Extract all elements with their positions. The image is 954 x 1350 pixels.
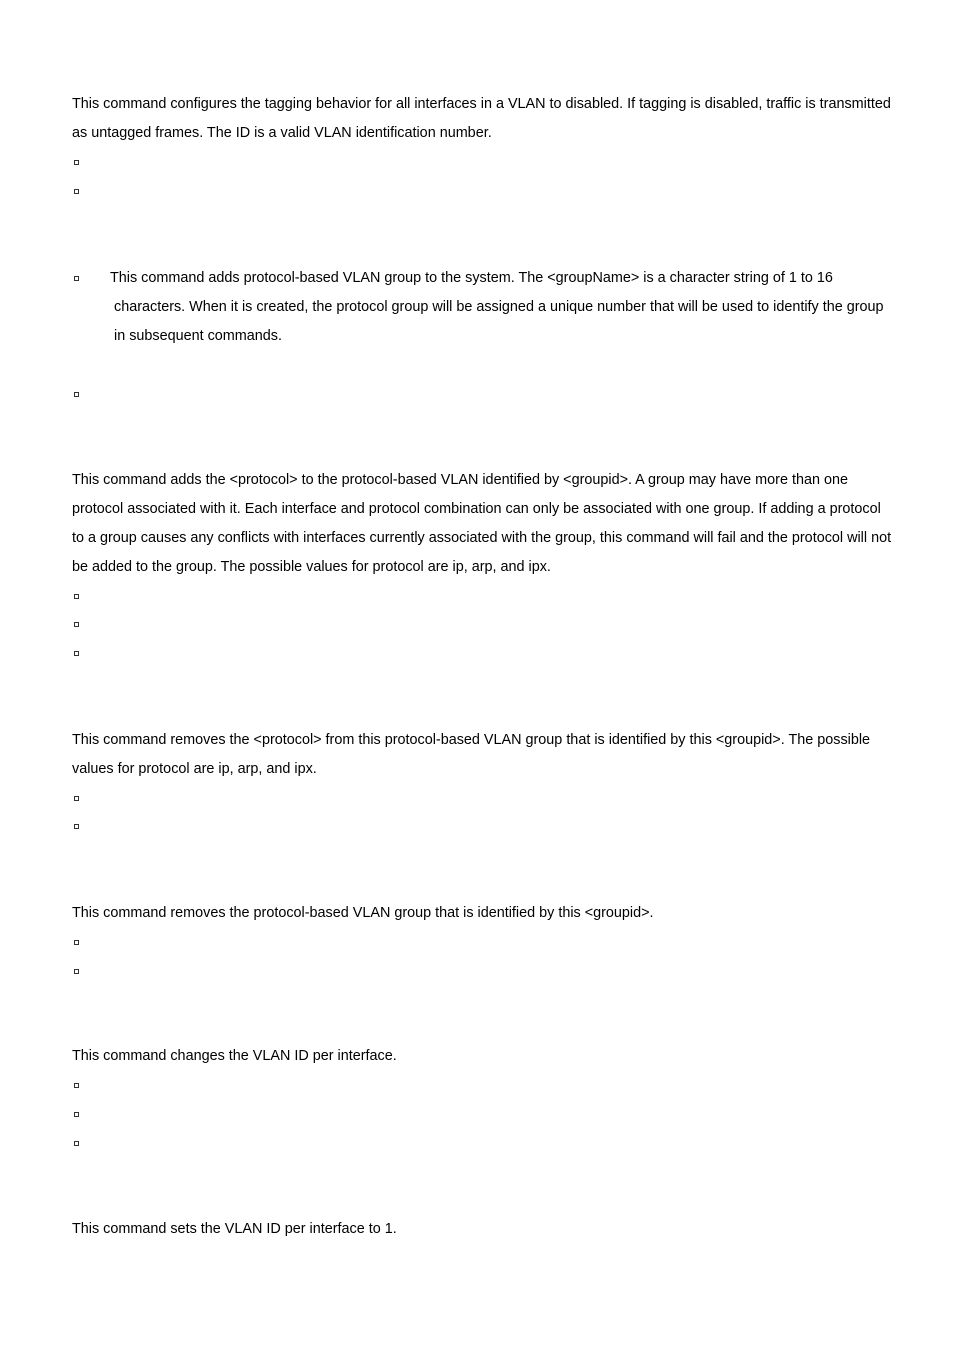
bullet-icon (72, 1071, 80, 1100)
bullet-icon (72, 177, 80, 206)
bullet-icon (72, 1129, 80, 1158)
description-protocol-remove: This command removes the <protocol> from this protocol-based VLAN group that is identified by this <groupid>. The possible values for protocol are ip, arp, and ipx. (72, 732, 871, 777)
description-line: in subsequent commands. (114, 328, 282, 344)
bullet-icon (72, 957, 80, 986)
bullet-icon (72, 784, 80, 813)
description-vlan-id-change: This command changes the VLAN ID per interface. (72, 1048, 397, 1064)
bullet-icon (72, 380, 80, 409)
bullet-icon (72, 610, 80, 639)
bullet-icon (72, 264, 80, 293)
bullet-icon (72, 148, 80, 177)
description-protocol-group-add (110, 264, 890, 351)
description-protocol-add: This command adds the <protocol> to the protocol-based VLAN identified by <groupid>. A group may have more than one protocol associated with it. Each interface and protocol combination can only be associated with one group. If adding a protocol to a group causes any conflicts with interfaces currently associated with the group, this command will fail and the protocol will not be added to the group. The possible values for protocol are ip, arp, and ipx. (72, 472, 892, 575)
bullet-icon (72, 928, 80, 957)
bullet-icon (72, 639, 80, 668)
description-vlan-tagging-disable: This command configures the tagging behavior for all interfaces in a VLAN to disabled. If tagging is disabled, traffic is transmitted as untagged frames. The ID is a valid VLAN identification number. (72, 96, 891, 141)
description-vlan-id-reset: This command sets the VLAN ID per interface to 1. (72, 1221, 397, 1237)
description-line: characters. When it is created, the protocol group will be assigned a unique number that will be used to identify the group (114, 299, 884, 315)
bullet-icon (72, 1100, 80, 1129)
bullet-icon (72, 812, 80, 841)
bullet-icon (72, 582, 80, 611)
description-protocol-group-remove: This command removes the protocol-based VLAN group that is identified by this <groupid>. (72, 905, 654, 921)
description-line: This command adds protocol-based VLAN group to the system. The <groupName> is a character string of 1 to 16 (110, 270, 833, 286)
